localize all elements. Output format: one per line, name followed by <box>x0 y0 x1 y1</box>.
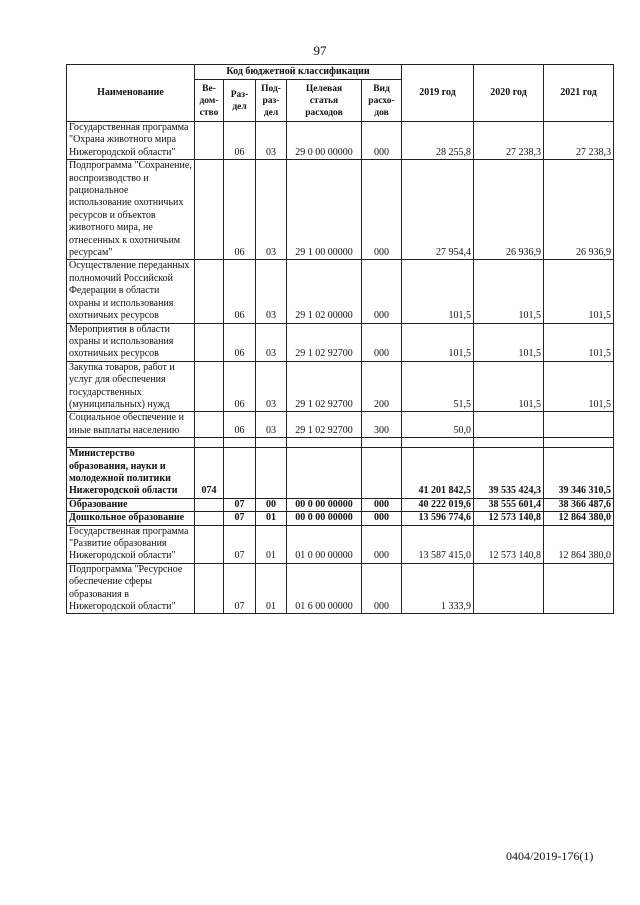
cell-2021: 38 366 487,6 <box>544 498 614 511</box>
cell-target: 29 1 02 92700 <box>287 361 362 412</box>
cell-razdel <box>224 438 256 448</box>
cell-podrazdel <box>256 448 287 499</box>
table-row <box>67 498 614 511</box>
table-row <box>67 361 614 412</box>
cell-razdel: 07 <box>224 525 256 563</box>
cell-2019: 41 201 842,5 <box>402 448 474 499</box>
cell-vid: 200 <box>362 361 402 412</box>
cell-2019: 28 255,8 <box>402 122 474 160</box>
cell-2020 <box>474 563 544 614</box>
table-row <box>67 122 614 160</box>
cell-podrazdel: 03 <box>256 412 287 438</box>
cell-vid: 000 <box>362 525 402 563</box>
cell-podrazdel: 03 <box>256 323 287 361</box>
cell-name: Осуществление переданных полномочий Российской Федерации в области охраны и использования охотничьих ресурсов <box>67 260 195 323</box>
cell-2021: 101,5 <box>544 323 614 361</box>
cell-2019: 13 596 774,6 <box>402 512 474 525</box>
cell-target: 01 6 00 00000 <box>287 563 362 614</box>
cell-vedomstvo <box>195 412 224 438</box>
cell-name: Социальное обеспечение и иные выплаты населению <box>67 412 195 438</box>
col-header-podrazdel: Под- раз- дел <box>256 80 287 122</box>
cell-2019: 40 222 019,6 <box>402 498 474 511</box>
cell-razdel: 06 <box>224 361 256 412</box>
cell-razdel: 06 <box>224 412 256 438</box>
table-row <box>67 323 614 361</box>
col-header-2021: 2021 год <box>544 65 614 122</box>
col-header-code-group: Код бюджетной классификации <box>195 65 402 80</box>
cell-podrazdel: 01 <box>256 512 287 525</box>
cell-2021: 101,5 <box>544 361 614 412</box>
col-header-razdel: Раз- дел <box>224 80 256 122</box>
cell-name: Министерство образования, науки и молодежной политики Нижегородской области <box>67 448 195 499</box>
cell-target: 00 0 00 00000 <box>287 512 362 525</box>
cell-podrazdel <box>256 438 287 448</box>
cell-name: Государственная программа "Развитие образования Нижегородской области" <box>67 525 195 563</box>
cell-vedomstvo <box>195 361 224 412</box>
cell-razdel: 06 <box>224 323 256 361</box>
table-row <box>67 160 614 260</box>
cell-podrazdel: 01 <box>256 525 287 563</box>
cell-2019: 101,5 <box>402 260 474 323</box>
cell-vid: 300 <box>362 412 402 438</box>
cell-2019: 27 954,4 <box>402 160 474 260</box>
cell-vedomstvo <box>195 563 224 614</box>
cell-podrazdel: 03 <box>256 160 287 260</box>
cell-2020: 27 238,3 <box>474 122 544 160</box>
cell-name: Подпрограмма "Ресурсное обеспечение сферы образования в Нижегородской области" <box>67 563 195 614</box>
cell-vid: 000 <box>362 512 402 525</box>
cell-name: Закупка товаров, работ и услуг для обеспечения государственных (муниципальных) нужд <box>67 361 195 412</box>
col-header-target: Целевая статья расходов <box>287 80 362 122</box>
cell-vedomstvo <box>195 438 224 448</box>
cell-vedomstvo <box>195 512 224 525</box>
cell-name: Мероприятия в области охраны и использования охотничьих ресурсов <box>67 323 195 361</box>
cell-2019: 101,5 <box>402 323 474 361</box>
table-row <box>67 260 614 323</box>
cell-2020: 101,5 <box>474 323 544 361</box>
cell-name: Подпрограмма "Сохранение, воспроизводство и рациональное использование охотничьих ресурсов и объектов животного мира, не отнесенных к охотничьим ресурсам" <box>67 160 195 260</box>
cell-2020: 39 535 424,3 <box>474 448 544 499</box>
cell-2021 <box>544 563 614 614</box>
cell-2020: 12 573 140,8 <box>474 525 544 563</box>
cell-vid: 000 <box>362 563 402 614</box>
spacer-row <box>67 438 614 448</box>
cell-name: Дошкольное образование <box>67 512 195 525</box>
cell-target: 01 0 00 00000 <box>287 525 362 563</box>
cell-razdel: 06 <box>224 122 256 160</box>
cell-2021 <box>544 412 614 438</box>
cell-2019: 51,5 <box>402 361 474 412</box>
table-row <box>67 448 614 499</box>
cell-2021: 26 936,9 <box>544 160 614 260</box>
budget-table <box>66 64 614 614</box>
cell-2021: 12 864 380,0 <box>544 525 614 563</box>
table-row <box>67 563 614 614</box>
cell-razdel: 06 <box>224 160 256 260</box>
cell-vedomstvo <box>195 498 224 511</box>
cell-razdel: 07 <box>224 498 256 511</box>
cell-2019: 50,0 <box>402 412 474 438</box>
cell-razdel <box>224 448 256 499</box>
cell-2020: 26 936,9 <box>474 160 544 260</box>
cell-vid: 000 <box>362 323 402 361</box>
cell-2020 <box>474 438 544 448</box>
cell-target <box>287 438 362 448</box>
cell-razdel: 07 <box>224 512 256 525</box>
cell-vedomstvo <box>195 323 224 361</box>
document-code: 0404/2019-176(1) <box>506 849 594 863</box>
cell-target: 29 0 00 00000 <box>287 122 362 160</box>
cell-target: 29 1 00 00000 <box>287 160 362 260</box>
cell-podrazdel: 03 <box>256 260 287 323</box>
cell-vedomstvo <box>195 160 224 260</box>
cell-vedomstvo <box>195 260 224 323</box>
cell-2020: 38 555 601,4 <box>474 498 544 511</box>
page-number: 97 <box>313 43 327 58</box>
cell-vid: 000 <box>362 122 402 160</box>
cell-name: Государственная программа "Охрана животного мира Нижегородской области" <box>67 122 195 160</box>
cell-vid: 000 <box>362 260 402 323</box>
cell-target: 29 1 02 92700 <box>287 323 362 361</box>
col-header-2020: 2020 год <box>474 65 544 122</box>
cell-vedomstvo <box>195 122 224 160</box>
cell-target: 29 1 02 92700 <box>287 412 362 438</box>
cell-2020: 12 573 140,8 <box>474 512 544 525</box>
cell-razdel: 07 <box>224 563 256 614</box>
cell-podrazdel: 00 <box>256 498 287 511</box>
cell-vedomstvo <box>195 525 224 563</box>
cell-target: 00 0 00 00000 <box>287 498 362 511</box>
cell-target <box>287 448 362 499</box>
cell-vid: 000 <box>362 160 402 260</box>
cell-2020: 101,5 <box>474 361 544 412</box>
cell-2020 <box>474 412 544 438</box>
cell-2021: 39 346 310,5 <box>544 448 614 499</box>
col-header-vid: Вид расхо- дов <box>362 80 402 122</box>
cell-podrazdel: 03 <box>256 122 287 160</box>
col-header-name: Наименование <box>67 65 195 122</box>
cell-2019: 1 333,9 <box>402 563 474 614</box>
cell-target: 29 1 02 00000 <box>287 260 362 323</box>
cell-podrazdel: 01 <box>256 563 287 614</box>
cell-2020: 101,5 <box>474 260 544 323</box>
table-row <box>67 525 614 563</box>
cell-vedomstvo: 074 <box>195 448 224 499</box>
cell-name: Образование <box>67 498 195 511</box>
cell-2021: 101,5 <box>544 260 614 323</box>
table-row <box>67 412 614 438</box>
cell-vid: 000 <box>362 498 402 511</box>
cell-2021: 12 864 380,0 <box>544 512 614 525</box>
cell-name <box>67 438 195 448</box>
table-body <box>67 122 614 614</box>
cell-vid <box>362 448 402 499</box>
table-row <box>67 512 614 525</box>
col-header-vedomstvo: Ве- дом- ство <box>195 80 224 122</box>
col-header-2019: 2019 год <box>402 65 474 122</box>
cell-2021: 27 238,3 <box>544 122 614 160</box>
cell-vid <box>362 438 402 448</box>
cell-2019: 13 587 415,0 <box>402 525 474 563</box>
cell-razdel: 06 <box>224 260 256 323</box>
cell-podrazdel: 03 <box>256 361 287 412</box>
cell-2021 <box>544 438 614 448</box>
cell-2019 <box>402 438 474 448</box>
